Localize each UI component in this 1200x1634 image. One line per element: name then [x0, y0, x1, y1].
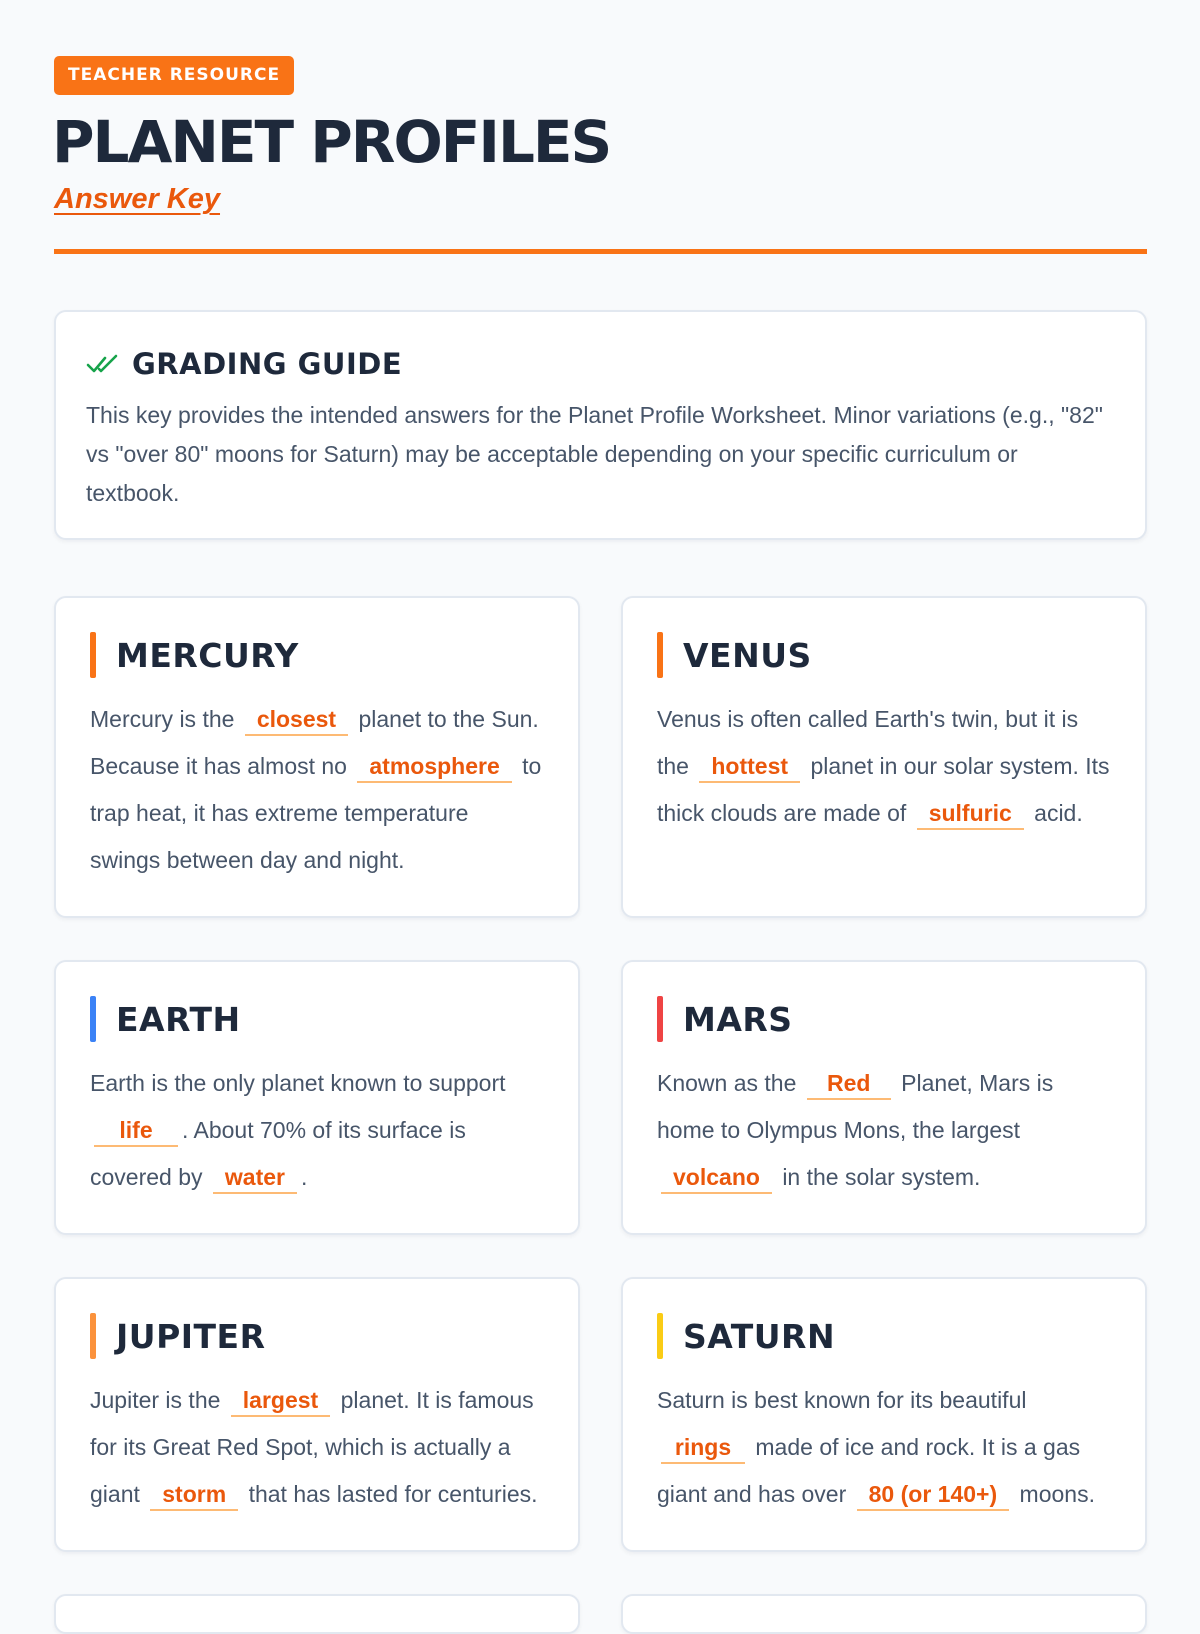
planet-text-segment: made of ice and rock. It is a gas giant and has over	[657, 1434, 1081, 1507]
planet-text-segment: to trap heat, it has extreme temperature swings between day and night.	[90, 753, 542, 873]
planet-card-partial	[54, 1594, 580, 1634]
planet-card-mars	[621, 960, 1147, 1235]
planet-description	[657, 1377, 1111, 1518]
planet-name: SATURN	[683, 1316, 836, 1356]
planet-text-segment: Jupiter is the	[90, 1387, 221, 1413]
page-subtitle: Answer Key	[54, 183, 221, 215]
planet-header	[657, 1313, 1111, 1359]
planet-accent-bar	[657, 632, 663, 678]
answer-blank: sulfuric	[917, 798, 1024, 830]
planet-card-jupiter	[54, 1277, 580, 1552]
planet-accent-bar	[657, 996, 663, 1042]
planet-text-segment: moons.	[1019, 1481, 1095, 1507]
answer-blank: Red	[807, 1068, 891, 1100]
grading-guide-card	[54, 310, 1147, 540]
planet-text-segment: that has lasted for centuries.	[248, 1481, 538, 1507]
planet-accent-bar	[657, 1313, 663, 1359]
grading-guide-header	[86, 344, 1115, 384]
answer-blank: 80 (or 140+)	[857, 1479, 1010, 1511]
planet-text-segment: Saturn is best known for its beautiful	[657, 1387, 1027, 1413]
answer-blank: hottest	[699, 751, 800, 783]
planet-text-segment: Mercury is the	[90, 706, 235, 732]
planet-text-segment: planet in our solar system. Its thick clouds are made of	[657, 753, 1110, 826]
answer-blank: rings	[661, 1432, 745, 1464]
teacher-resource-badge: TEACHER RESOURCE	[54, 56, 294, 95]
planet-text-segment: Known as the	[657, 1070, 797, 1096]
planet-text-segment: . About 70% of its surface is covered by	[90, 1117, 466, 1190]
planet-header	[90, 1313, 544, 1359]
answer-blank: largest	[231, 1385, 330, 1417]
planet-description	[657, 1060, 1111, 1201]
planet-text-segment: .	[301, 1164, 308, 1190]
planet-card-saturn	[621, 1277, 1147, 1552]
answer-blank: storm	[150, 1479, 238, 1511]
planet-card-mercury	[54, 596, 580, 918]
planet-text-segment: planet to the Sun. Because it has almost no	[90, 706, 539, 779]
grading-guide-text: This key provides the intended answers for the Planet Profile Worksheet. Minor variations (e.g., "82" vs "over 80" moons for Saturn) may be acceptable depending on your specific curriculum or textbook.	[86, 402, 1103, 506]
planet-accent-bar	[90, 1313, 96, 1359]
planet-description	[90, 1060, 544, 1201]
answer-blank: closest	[245, 704, 348, 736]
planet-card-partial	[621, 1594, 1147, 1634]
planet-name: EARTH	[116, 999, 241, 1039]
planet-text-segment: Earth is the only planet known to support	[90, 1070, 506, 1096]
planet-name: JUPITER	[116, 1316, 266, 1356]
planet-text-segment: planet. It is famous for its Great Red Spot, which is actually a giant	[90, 1387, 534, 1507]
answer-blank: water	[213, 1162, 297, 1194]
planet-card-venus	[621, 596, 1147, 918]
planet-text-segment: in the solar system.	[782, 1164, 981, 1190]
planet-accent-bar	[90, 632, 96, 678]
planet-header	[657, 632, 1111, 678]
answer-blank: volcano	[661, 1162, 772, 1194]
grading-guide-title: GRADING GUIDE	[132, 347, 403, 381]
planet-header	[657, 996, 1111, 1042]
planet-header	[90, 996, 544, 1042]
planet-text-segment: Planet, Mars is home to Olympus Mons, the largest	[657, 1070, 1054, 1143]
planet-card-earth	[54, 960, 580, 1235]
planet-name: VENUS	[683, 635, 812, 675]
planet-text-segment: acid.	[1034, 800, 1083, 826]
planet-text-segment: Venus is often called Earth's twin, but it is the	[657, 706, 1079, 779]
planet-name: MARS	[683, 999, 793, 1039]
answer-blank: atmosphere	[357, 751, 511, 783]
header-divider	[54, 249, 1147, 254]
planet-description	[657, 696, 1111, 837]
page-title: PLANET PROFILES	[52, 108, 611, 176]
planet-description	[90, 1377, 544, 1518]
double-check-icon	[86, 352, 120, 376]
planet-name: MERCURY	[116, 635, 299, 675]
planet-accent-bar	[90, 996, 96, 1042]
planet-header	[90, 632, 544, 678]
planet-description	[90, 696, 544, 884]
answer-blank: life	[94, 1115, 178, 1147]
